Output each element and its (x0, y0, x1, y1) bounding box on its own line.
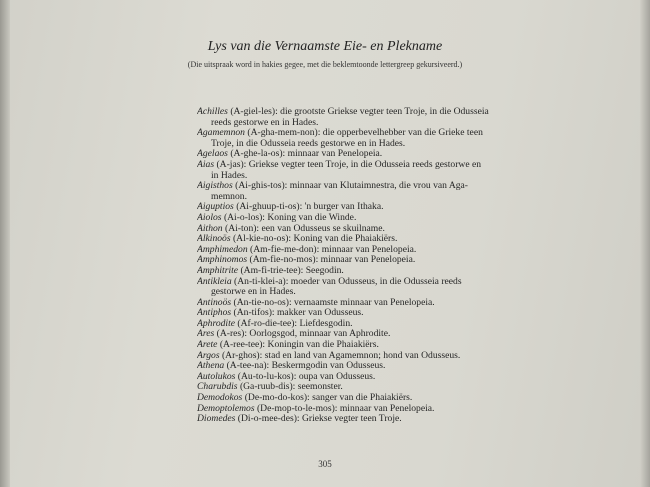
glossary-entry (197, 340, 542, 351)
entry-first-line (197, 298, 542, 309)
entry-first-line (197, 255, 542, 266)
entry-first-line (197, 340, 542, 351)
page-edge (640, 0, 650, 487)
glossary-entry (197, 393, 542, 404)
entry-pronunciation: (Au-to-lu-kos): (237, 371, 297, 382)
entry-description: minnaar van Penelopeia. (321, 244, 417, 255)
entry-description: Koning van die Phaiakiërs. (293, 234, 398, 245)
glossary-entry (197, 181, 542, 202)
glossary-entry (197, 107, 542, 128)
entry-pronunciation: (De-mop-to-le-mos): (256, 403, 338, 414)
entry-name: Alkinoös (197, 234, 231, 245)
glossary-entry (197, 382, 542, 393)
entry-first-line (197, 224, 542, 235)
entry-description: Liefdesgodin. (299, 318, 353, 329)
entry-first-line (197, 266, 542, 277)
entry-first-line (197, 107, 542, 118)
entry-continuation: gestorwe en in Hades. (211, 286, 296, 298)
glossary-entry (197, 319, 542, 330)
entry-pronunciation: (An-tie-no-os): (233, 297, 292, 308)
entry-first-line (197, 149, 542, 160)
entry-description: minnaar van Penelopeia. (287, 149, 383, 160)
glossary-entry (197, 202, 542, 213)
entry-first-line (197, 202, 542, 213)
glossary-entry (197, 298, 542, 309)
entry-name: Diomedes (197, 414, 236, 425)
entry-first-line (197, 372, 542, 383)
entry-description: een van Odusseus se skuilname. (261, 223, 385, 234)
entry-pronunciation: (Ai-ton): (225, 223, 260, 234)
entry-first-line (197, 319, 542, 330)
entry-name: Aias (197, 159, 215, 170)
page-subtitle: (Die uitspraak word in hakies gegee, met die beklemtoonde lettergreep gekursiveerd.) (187, 60, 463, 69)
glossary-entry (197, 404, 542, 415)
entry-first-line (197, 234, 542, 245)
entry-first-line (197, 329, 542, 340)
glossary-entry (197, 372, 542, 383)
glossary-entry (197, 234, 542, 245)
entry-name: Antikleia (197, 276, 232, 287)
entry-description: minnaar van Klutaimnestra, die vrou van Aga- (289, 181, 468, 192)
entry-pronunciation: (A-res): (216, 329, 248, 340)
glossary-entry (197, 128, 542, 149)
entry-name: Antinoös (197, 297, 232, 308)
entry-description: vernaamste minnaar van Penelopeia. (294, 297, 435, 308)
entry-continuation: in Hades. (211, 169, 248, 181)
entry-name: Amphitrite (197, 265, 239, 276)
page-number: 305 (318, 459, 332, 469)
entry-description: minnaar van Penelopeia. (320, 255, 416, 266)
entry-name: Autolukos (197, 371, 236, 382)
entry-pronunciation: (A-tee-na): (226, 361, 270, 372)
entry-description: stad en land van Agamemnon; hond van Odusseus. (264, 350, 461, 361)
book-gutter (0, 0, 10, 487)
entry-pronunciation: (Ai-ghuup-ti-os): (236, 202, 303, 213)
entry-name: Demoptolemos (197, 403, 255, 414)
entry-pronunciation: (A-ree-tee): (219, 340, 266, 351)
entry-first-line (197, 361, 542, 372)
entry-name: Ares (197, 329, 215, 340)
entry-pronunciation: (Af-ro-die-tee): (237, 318, 298, 329)
entry-pronunciation: (Di-o-mee-des): (237, 414, 300, 425)
entry-first-line (197, 213, 542, 224)
entry-description: sanger van die Phaiakiërs. (312, 393, 413, 404)
entry-pronunciation: (Al-kie-no-os): (232, 234, 292, 245)
entry-name: Aiolos (197, 212, 222, 223)
entry-first-line (197, 245, 542, 256)
entry-name: Aphrodite (197, 318, 236, 329)
entry-pronunciation: (A-gha-mem-non): (247, 128, 321, 139)
entry-name: Agelaos (197, 149, 228, 160)
entry-description: Koningin van die Phaiakiërs. (267, 340, 379, 351)
entry-first-line (197, 382, 542, 393)
glossary-entry (197, 351, 542, 362)
entry-description: 'n burger van Ithaka. (304, 202, 384, 213)
entry-continuation: memnon. (211, 190, 247, 202)
entry-name: Aigisthos (197, 181, 233, 192)
entry-pronunciation: (Am-fie-me-don): (250, 244, 320, 255)
glossary-entry (197, 266, 542, 277)
entry-pronunciation: (A-jas): (216, 159, 247, 170)
entry-pronunciation: (De-mo-do-kos): (244, 393, 310, 404)
entry-pronunciation: (A-giel-les): (230, 107, 278, 117)
entry-continuation: Troje, in die Odusseia reeds gestorwe en in Hades. (211, 137, 406, 149)
entry-description: die opperbevelhebber van die Grieke teen (322, 128, 483, 139)
entry-name: Amphinomos (197, 255, 248, 266)
entry-description: minnaar van Penelopeia. (339, 403, 435, 414)
entry-pronunciation: (Ga-ruub-dis): (239, 382, 296, 393)
entry-name: Arete (197, 340, 218, 351)
entry-pronunciation: (Ar-ghos): (221, 350, 263, 361)
entry-description: Griekse vegter teen Troje. (302, 414, 402, 425)
entry-description: die grootste Griekse vegter teen Troje, in die Odusseia (280, 107, 489, 117)
glossary-entry (197, 213, 542, 224)
entry-name: Argos (197, 350, 220, 361)
entry-name: Aithon (197, 223, 223, 234)
entry-first-line (197, 351, 542, 362)
entry-pronunciation: (A-ghe-la-os): (230, 149, 286, 160)
entry-name: Athena (197, 361, 225, 372)
entry-description: oupa van Odusseus. (298, 371, 376, 382)
entry-description: Koning van die Winde. (267, 212, 357, 223)
entry-pronunciation: (Am-fie-no-mos): (249, 255, 319, 266)
entry-pronunciation: (An-tifos): (233, 308, 275, 319)
entry-continuation: reeds gestorwe en in Hades. (211, 116, 319, 128)
glossary-entry (197, 160, 542, 181)
entry-name: Agamemnon (197, 128, 245, 139)
entry-name: Amphimedon (197, 244, 248, 255)
entry-name: Aiguptios (197, 202, 234, 213)
entry-first-line (197, 393, 542, 404)
entry-description: Griekse vegter teen Troje, in die Odusseia reeds gestorwe en (248, 159, 482, 170)
entry-description: Oorlogsgod, minnaar van Aphrodite. (249, 329, 391, 340)
page-title: Lys van die Vernaamste Eie- en Plekname (207, 39, 443, 54)
glossary-entry (197, 149, 542, 160)
entry-description: Beskermgodin van Odusseus. (271, 361, 386, 372)
entry-description: moeder van Odusseus, in die Odusseia reeds (290, 276, 462, 287)
entry-pronunciation: (Ai-ghis-tos): (235, 181, 288, 192)
entry-name: Achilles (197, 107, 228, 117)
glossary-entry (197, 224, 542, 235)
glossary-entry (197, 329, 542, 340)
glossary-entry (197, 245, 542, 256)
entry-first-line (197, 414, 542, 425)
glossary-entry (197, 308, 542, 319)
glossary-entry (197, 361, 542, 372)
entry-first-line (197, 160, 542, 171)
entry-pronunciation: (An-ti-klei-a): (234, 276, 289, 287)
glossary-entry (197, 255, 542, 266)
glossary-entry (197, 277, 542, 298)
entry-pronunciation: (Am-fi-trie-tee): (240, 265, 304, 276)
glossary-entry (197, 414, 542, 425)
entry-first-line (197, 404, 542, 415)
entry-description: seemonster. (297, 382, 343, 393)
entry-first-line (197, 181, 542, 192)
entry-name: Charubdis (197, 382, 238, 393)
entry-pronunciation: (Ai-o-los): (223, 212, 265, 223)
entry-description: makker van Odusseus. (276, 308, 364, 319)
entry-name: Antiphos (197, 308, 232, 319)
entry-name: Demodokos (197, 393, 243, 404)
glossary-list (197, 107, 542, 425)
entry-description: Seegodin. (305, 265, 344, 276)
entry-first-line (197, 308, 542, 319)
